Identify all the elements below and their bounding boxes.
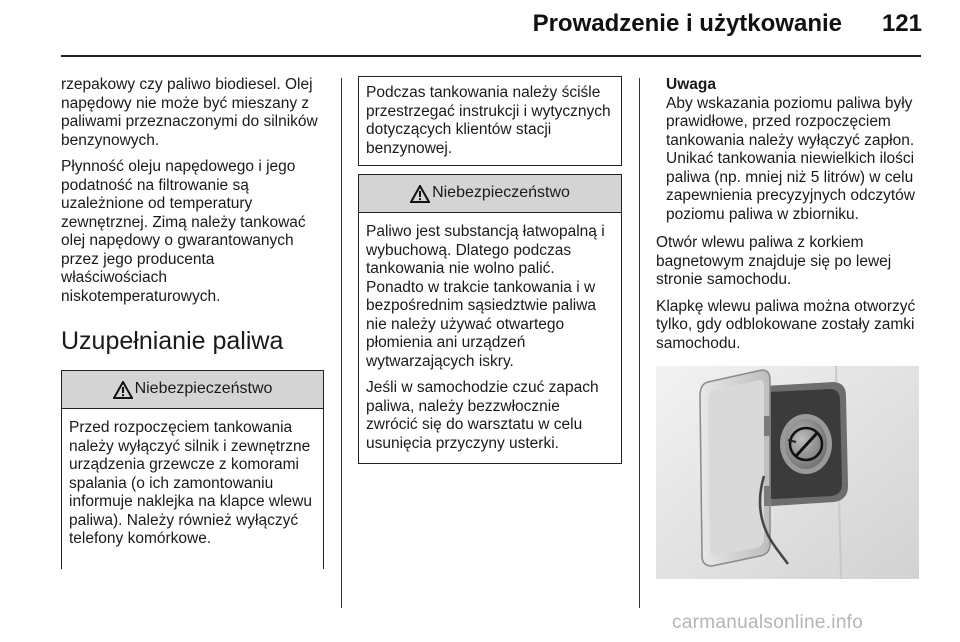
- watermark: carmanualsonline.info: [672, 612, 864, 633]
- section-heading: Uzupełnianie paliwa: [61, 327, 284, 355]
- page-title: Prowadzenie i użytkowanie: [532, 10, 842, 37]
- header-divider: [61, 55, 921, 57]
- warning-icon: [410, 185, 430, 203]
- paragraph: Otwór wlewu paliwa z korkiem bagnetowym znajduje się po lewej stronie samochodu.: [656, 234, 892, 288]
- column-3: [656, 76, 924, 361]
- column-2: [358, 76, 622, 464]
- paragraph: Płynność oleju napędowego i jego podatność na filtrowanie są uzależnione od temperatury zewnętrznej. Zimą należy tankować olej napędowy o gwarantowanych przez jego producenta właściwościach niskotemperaturowych.: [61, 158, 306, 305]
- warning-box-title: Niebezpieczeństwo: [134, 380, 273, 398]
- note-text: Aby wskazania poziomu paliwa były prawidłowe, przed rozpoczęciem tankowania należy wyłączyć zapłon. Unikać tankowania niewielkich ilości paliwa (np. mniej niż 5 litrów) w celu zapewnienia precyzyjnych odczytów poziomu paliwa w zbiorniku.: [666, 94, 915, 223]
- warning-text: Przed rozpoczęciem tankowania należy wyłączyć silnik i zewnętrzne urządzenia grzewcze z komorami spalania (o ich zamontowaniu informuje naklejka na klapce wlewu paliwa). Należy również wyłączyć telefony komórkowe.: [69, 419, 312, 547]
- continued-text: Podczas tankowania należy ściśle przestrzegać instrukcji i wytycznych dotyczących klientów stacji benzynowej.: [366, 84, 611, 157]
- warning-text: Paliwo jest substancją łatwopalną i wybuchową. Dlatego podczas tankowania nie wolno palić. Ponadto w trakcie tankowania i w bezpośrednim sąsiedztwie paliwa nie należy używać otwartego płomienia ani urządzeń wytwarzających iskry.: [366, 223, 605, 370]
- note-title: Uwaga: [666, 76, 716, 93]
- page-number: 121: [881, 10, 922, 37]
- fuel-flap-illustration: [656, 366, 919, 579]
- warning-box-title: Niebezpieczeństwo: [432, 184, 570, 202]
- continued-box: [358, 76, 622, 166]
- warning-box: [61, 370, 324, 569]
- warning-box: [358, 174, 622, 464]
- warning-box-header: [62, 371, 323, 409]
- paragraph: rzepakowy czy paliwo biodiesel. Olej napędowy nie może być mieszany z paliwami przeznaczonymi do silników benzynowych.: [61, 76, 318, 149]
- warning-icon: [113, 381, 133, 399]
- warning-text: Jeśli w samochodzie czuć zapach paliwa, należy bezzwłocznie zwrócić się do warsztatu w celu usunięcia przyczyny usterki.: [366, 379, 599, 452]
- paragraph: Klapkę wlewu paliwa można otworzyć tylko, gdy odblokowane zostały zamki samochodu.: [656, 297, 916, 352]
- warning-box-header: [359, 175, 621, 213]
- column-divider-1: [341, 78, 342, 608]
- column-1: [61, 76, 324, 569]
- column-divider-2: [639, 78, 640, 608]
